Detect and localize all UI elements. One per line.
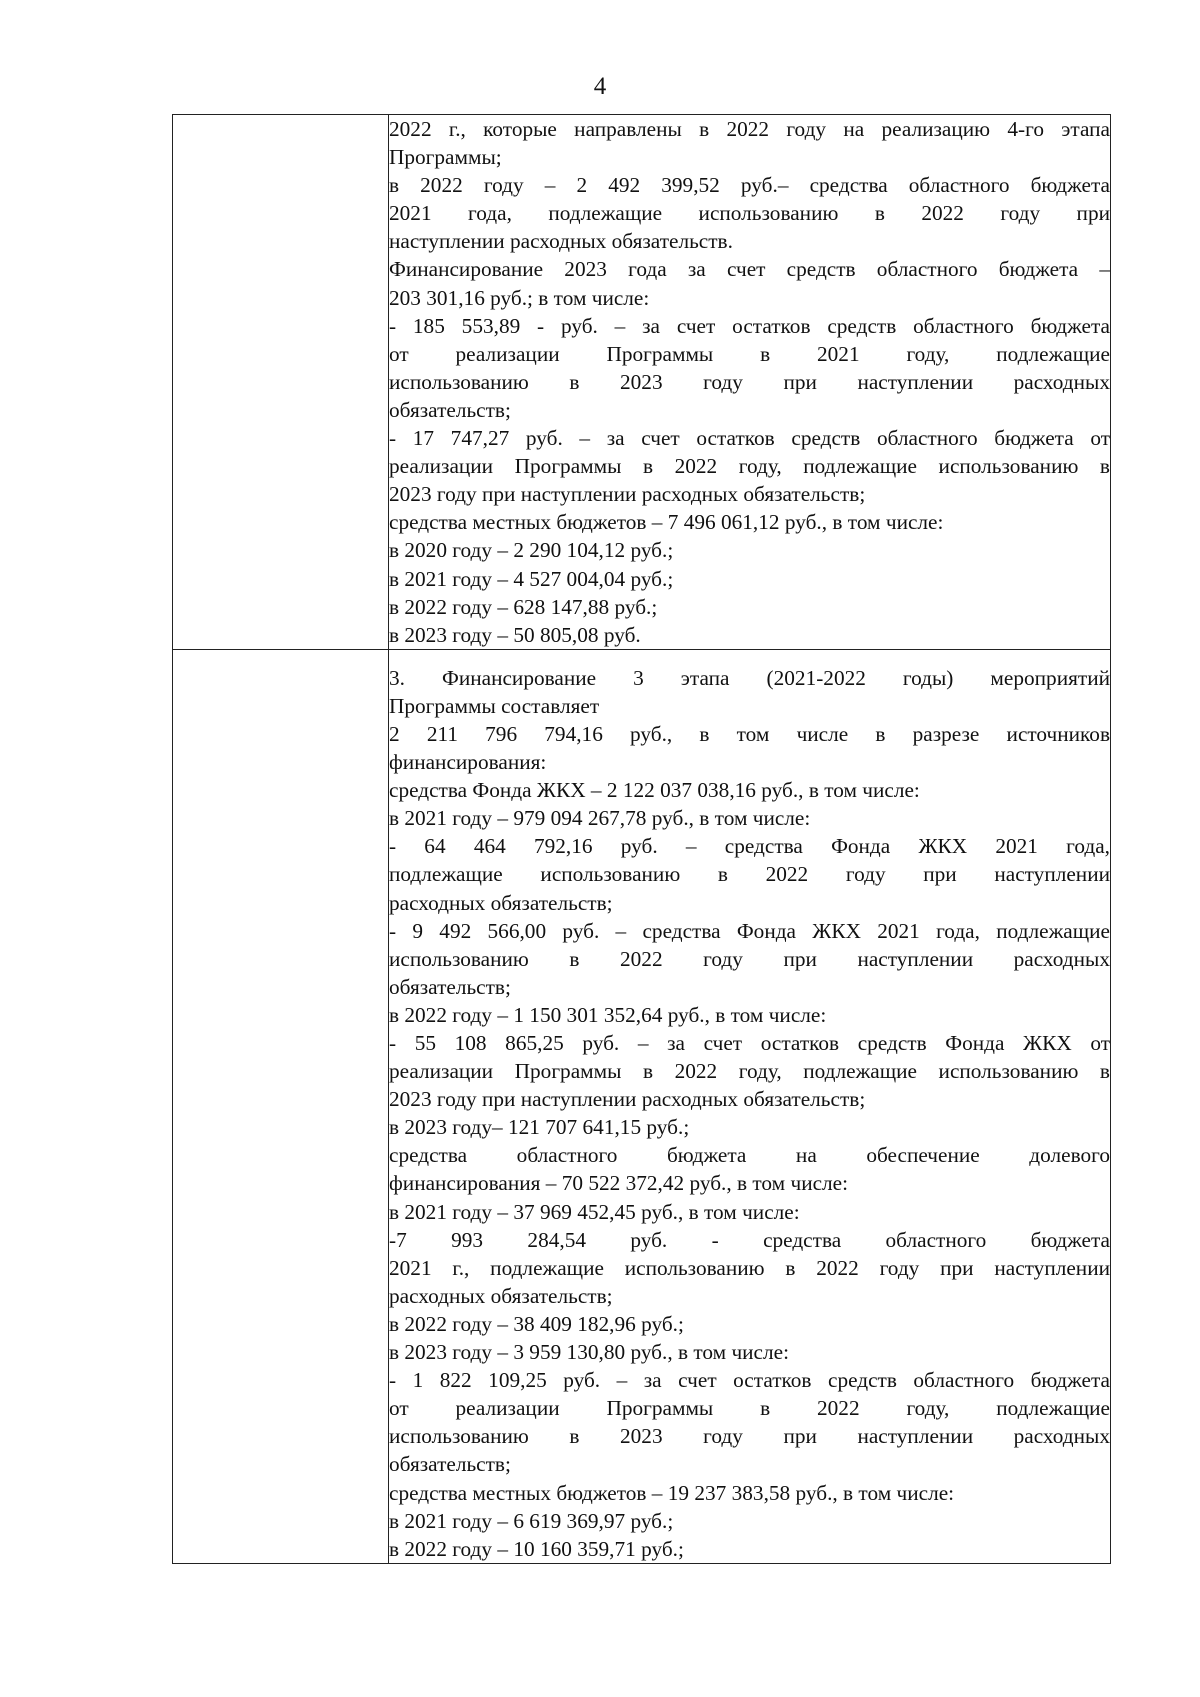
text-line: в 2020 году – 2 290 104,12 руб.; <box>389 538 674 563</box>
text-line: -7 993 284,54 руб. - средства областного бюджета <box>389 1227 1110 1252</box>
text-line: финансирования: <box>389 750 547 775</box>
text-line: средства местных бюджетов – 7 496 061,12 руб., в том числе: <box>389 510 944 535</box>
table-cell-empty <box>173 649 389 1563</box>
text-line: в 2021 году – 6 619 369,97 руб.; <box>389 1508 674 1533</box>
text-line: 2 211 796 794,16 руб., в том числе в разрезе источников <box>389 721 1110 746</box>
text-line: от реализации Программы в 2022 году, подлежащие <box>389 1396 1110 1421</box>
text-line: - 64 464 792,16 руб. – средства Фонда ЖКХ 2021 года, <box>389 834 1110 859</box>
text-line: обязательств; <box>389 1452 511 1477</box>
text-line: - 55 108 865,25 руб. – за счет остатков средств Фонда ЖКХ от <box>389 1031 1110 1055</box>
program-financing-table <box>172 114 1111 1564</box>
table-row <box>173 115 1111 650</box>
text-line: 2022 г., которые направлены в 2022 году на реализацию 4-го этапа <box>389 117 1110 141</box>
text-line: в 2022 году – 2 492 399,52 руб.– средства областного бюджета <box>389 173 1110 198</box>
text-line: в 2021 году – 979 094 267,78 руб., в том числе: <box>389 806 811 831</box>
text-line: средства местных бюджетов – 19 237 383,58 руб., в том числе: <box>389 1480 955 1505</box>
text-line: в 2022 году – 628 147,88 руб.; <box>389 594 658 619</box>
text-line: - 185 553,89 - руб. – за счет остатков средств областного бюджета <box>389 313 1110 338</box>
text-line: в 2022 году – 38 409 182,96 руб.; <box>389 1311 684 1336</box>
table-row <box>173 649 1111 1563</box>
text-line: в 2022 году – 10 160 359,71 руб.; <box>389 1536 684 1561</box>
text-line: в 2022 году – 1 150 301 352,64 руб., в том числе: <box>389 1002 827 1027</box>
text-line: Программы; <box>389 145 502 170</box>
text-line: 2021 года, подлежащие использованию в 2022 году при <box>389 201 1110 226</box>
table-cell-text <box>389 115 1111 650</box>
text-line: реализации Программы в 2022 году, подлежащие использованию в <box>389 454 1110 479</box>
text-line: Программы составляет <box>389 693 600 718</box>
text-line: обязательств; <box>389 974 511 999</box>
text-line: наступлении расходных обязательств. <box>389 229 733 254</box>
text-line: в 2023 году – 3 959 130,80 руб., в том числе: <box>389 1340 790 1365</box>
text-line: 2023 году при наступлении расходных обязательств; <box>389 482 866 507</box>
text-line: - 9 492 566,00 руб. – средства Фонда ЖКХ 2021 года, подлежащие <box>389 918 1110 943</box>
text-line: подлежащие использованию в 2022 году при наступлении <box>389 862 1110 887</box>
text-line: обязательств; <box>389 397 511 422</box>
text-line: расходных обязательств; <box>389 890 613 915</box>
text-line: - 17 747,27 руб. – за счет остатков средств областного бюджета от <box>389 426 1110 451</box>
page-number: 4 <box>593 73 607 100</box>
text-line: в 2021 году – 37 969 452,45 руб., в том числе: <box>389 1199 800 1224</box>
text-line: средства Фонда ЖКХ – 2 122 037 038,16 руб., в том числе: <box>389 778 920 803</box>
table-cell-text <box>389 649 1111 1563</box>
text-line: 3. Финансирование 3 этапа (2021-2022 годы) мероприятий <box>389 665 1110 690</box>
text-line: 203 301,16 руб.; в том числе: <box>389 285 650 310</box>
text-line: в 2023 году – 50 805,08 руб. <box>389 622 641 647</box>
text-line: расходных обязательств; <box>389 1283 613 1308</box>
text-line: в 2021 году – 4 527 004,04 руб.; <box>389 566 674 591</box>
text-line: использованию в 2022 году при наступлении расходных <box>389 946 1110 971</box>
text-line: реализации Программы в 2022 году, подлежащие использованию в <box>389 1059 1110 1084</box>
text-line: - 1 822 109,25 руб. – за счет остатков средств областного бюджета <box>389 1368 1110 1393</box>
text-line: средства областного бюджета на обеспечение долевого <box>389 1143 1110 1168</box>
text-line: финансирования – 70 522 372,42 руб., в том числе: <box>389 1171 849 1196</box>
table-cell-empty <box>173 115 389 650</box>
text-line: Финансирование 2023 года за счет средств областного бюджета – <box>389 257 1110 282</box>
text-line: от реализации Программы в 2021 году, подлежащие <box>389 341 1110 366</box>
text-line: 2023 году при наступлении расходных обязательств; <box>389 1087 866 1112</box>
text-line: в 2023 году– 121 707 641,15 руб.; <box>389 1115 690 1140</box>
text-line: использованию в 2023 году при наступлении расходных <box>389 369 1110 394</box>
text-line: 2021 г., подлежащие использованию в 2022 году при наступлении <box>389 1255 1110 1280</box>
text-line: использованию в 2023 году при наступлении расходных <box>389 1424 1110 1449</box>
